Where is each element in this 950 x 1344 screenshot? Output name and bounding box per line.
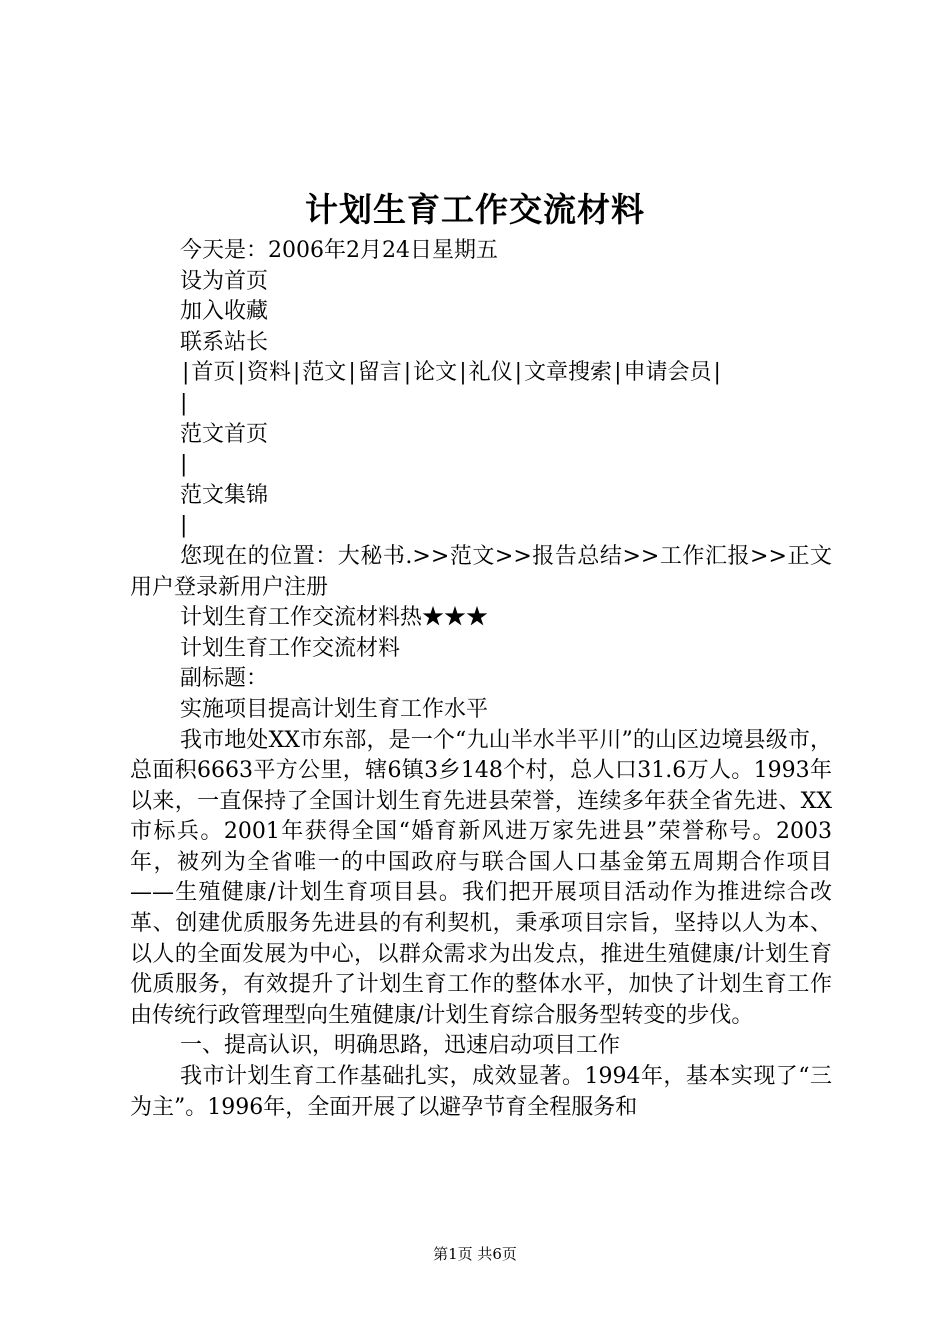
nav-item-apply-member[interactable]: 申请会员 (623, 360, 712, 386)
nav-item-papers[interactable]: 论文 (413, 360, 458, 386)
contact-admin-link[interactable]: 联系站长 (180, 329, 269, 355)
paragraph-2: 我市计划生育工作基础扎实，成效显著。1994年，基本实现了“三为主”。1996年，全面开展了以避孕节育全程服务和 (130, 1064, 832, 1120)
subtitle-label: 副标题： (180, 666, 269, 692)
article-title: 计划生育工作交流材料 (180, 635, 401, 661)
nav-separator: | (237, 360, 245, 386)
nav-separator: | (403, 360, 412, 386)
breadcrumb: 您现在的位置：大秘书.>>范文>>报告总结>>工作汇报>>正文用户登录新用户注册 (130, 543, 832, 600)
nav-item-article-search[interactable]: 文章搜索 (524, 360, 613, 386)
sub-nav-separator: | (180, 513, 188, 539)
nav-item-materials[interactable]: 资料 (246, 360, 291, 386)
sub-nav-samples-home[interactable]: 范文首页 (180, 421, 269, 447)
nav-separator: | (713, 360, 721, 386)
section-heading-1: 一、提高认识，明确思路，迅速启动项目工作 (180, 1033, 621, 1059)
set-homepage-link[interactable]: 设为首页 (180, 268, 269, 294)
main-nav (130, 358, 832, 389)
paragraph-1: 我市地处XX市东部，是一个“九山半水半平川”的山区边境县级市，总面积6663平方公里，辖6镇3乡148个村，总人口31.6万人。1993年以来，一直保持了全国计划生育先进县荣誉，连续多年获全省先进、XX市标兵。2001年获得全国“婚育新风进万家先进县”荣誉称号。2003年，被列为全省唯一的中国政府与联合国人口基金第五周期合作项目——生殖健康/计划生育项目县。我们把开展项目活动作为推进综合改革、创建优质服务先进县的有利契机，秉承项目宗旨，坚持以人为本、以人的全面发展为中心，以群众需求为出发点，推进生殖健康/计划生育优质服务，有效提升了计划生育工作的整体水平，加快了计划生育工作由传统行政管理型向生殖健康/计划生育综合服务型转变的步伐。 (130, 727, 832, 1028)
nav-item-home[interactable]: 首页 (191, 360, 236, 386)
nav-separator: | (614, 360, 622, 386)
page-footer: 第1页 共6页 (433, 1245, 517, 1263)
nav-separator: | (514, 360, 523, 386)
nav-separator: | (292, 360, 301, 386)
document-body (130, 236, 832, 1123)
add-favorite-link[interactable]: 加入收藏 (180, 299, 269, 325)
nav-separator: | (348, 360, 356, 386)
sub-nav-separator: | (180, 390, 188, 416)
date-line: 今天是：2006年2月24日星期五 (180, 238, 498, 263)
article-title-hot: 计划生育工作交流材料热★★★ (180, 605, 489, 631)
sub-nav-separator: | (180, 452, 188, 478)
sub-nav-samples-collection[interactable]: 范文集锦 (180, 482, 269, 508)
nav-item-guestbook[interactable]: 留言 (357, 360, 402, 386)
subtitle: 实施项目提高计划生育工作水平 (180, 696, 489, 722)
nav-separator: | (459, 360, 467, 386)
document-title: 计划生育工作交流材料 (305, 190, 645, 229)
nav-item-etiquette[interactable]: 礼仪 (468, 360, 513, 386)
nav-item-samples[interactable]: 范文 (302, 360, 347, 386)
nav-separator: | (182, 360, 190, 386)
